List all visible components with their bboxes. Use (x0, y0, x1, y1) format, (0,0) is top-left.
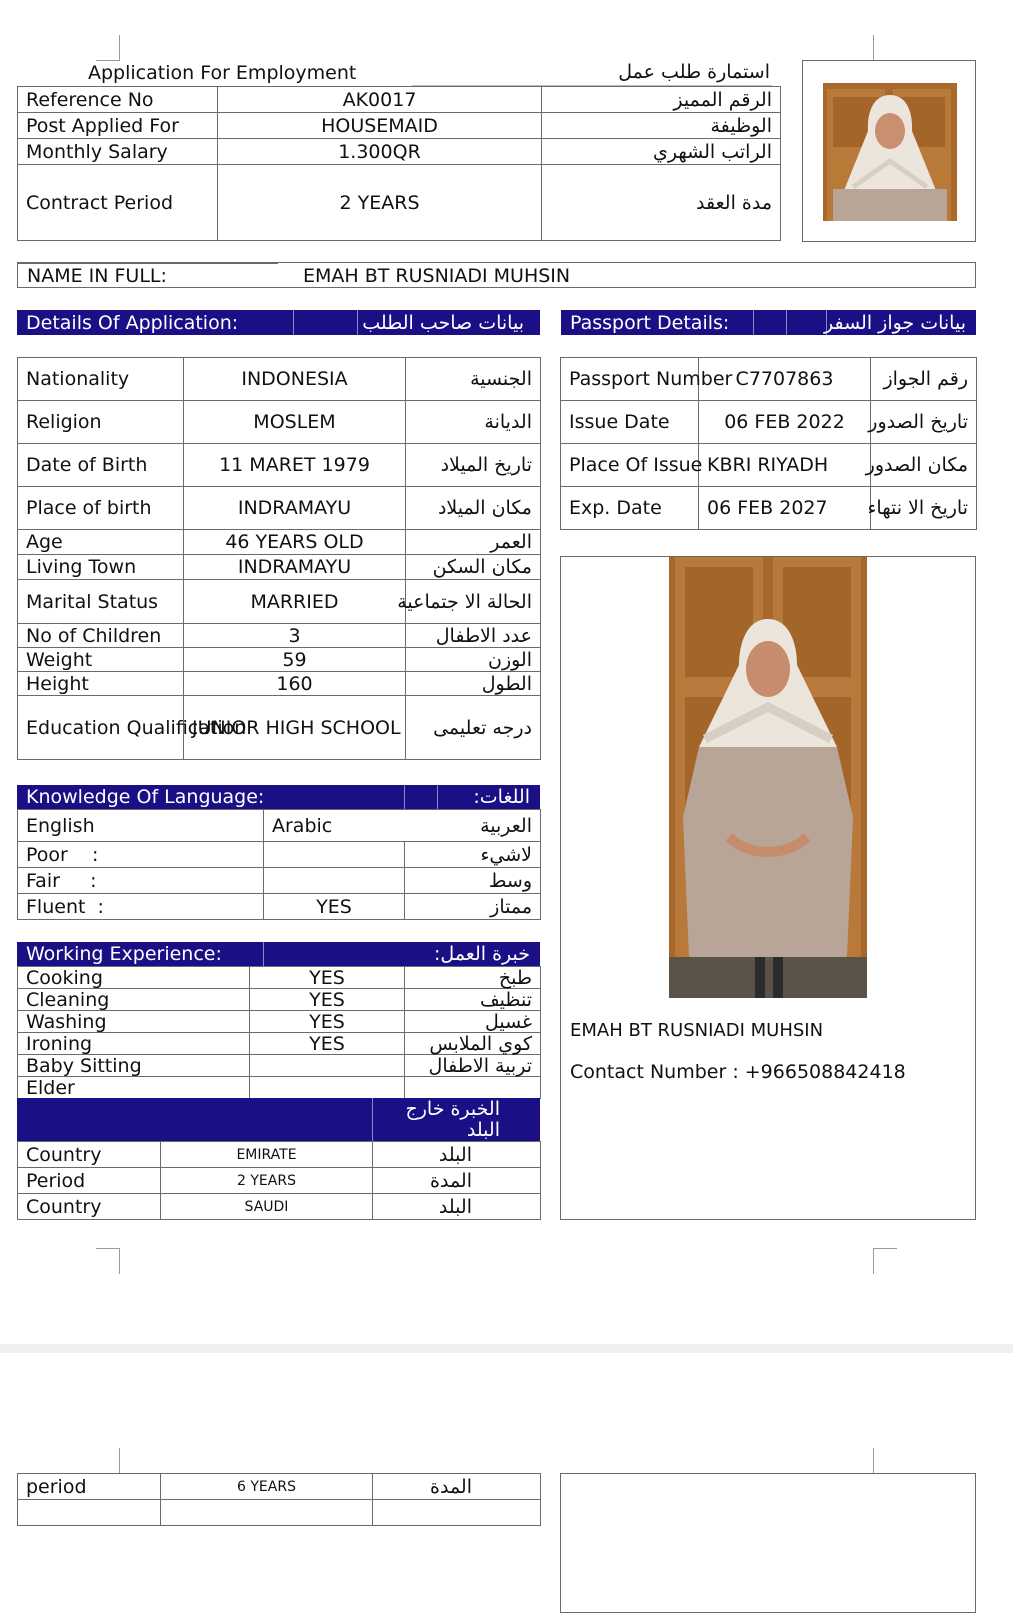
table-row (18, 555, 541, 580)
abroad-header-ar: الخبرة خارج البلد (405, 1097, 500, 1141)
crop-mark (96, 60, 120, 61)
details-table (17, 357, 541, 760)
cell-arabic: مكان السكن (406, 555, 541, 580)
cell-value: INDRAMAYU (184, 555, 406, 580)
cell-arabic: الراتب الشهري (542, 139, 781, 165)
cell-label: Date of Birth (18, 444, 184, 487)
cell-label: Ironing (18, 1033, 250, 1055)
cell-arabic: البلد (373, 1194, 541, 1220)
cell-label: Period (18, 1168, 161, 1194)
cell-label: Washing (18, 1011, 250, 1033)
table-row (18, 1055, 541, 1077)
table-row (561, 358, 977, 401)
table-row (561, 401, 977, 444)
cell-label: Elder (18, 1077, 250, 1099)
cell-label: Religion (18, 401, 184, 444)
details-header-en: Details Of Application: (26, 311, 239, 334)
cell-arabic (373, 1500, 541, 1526)
table-row (18, 580, 541, 624)
cell-value (161, 1500, 373, 1526)
cell-arabic: الطول (406, 672, 541, 696)
table-row (18, 1168, 541, 1194)
title-arabic: استمارة طلب عمل (618, 61, 770, 83)
cell-label (18, 1500, 161, 1526)
table-row (561, 487, 977, 530)
table-row (18, 1011, 541, 1033)
work-header-en: Working Experience: (26, 943, 222, 965)
table-row (18, 842, 541, 868)
cell-arabic: مدة العقد (542, 165, 781, 241)
cell-value: INDONESIA (184, 358, 406, 401)
cell-arabic (405, 1077, 541, 1099)
cell-value: 46 YEARS OLD (184, 530, 406, 555)
passport-table (560, 357, 977, 530)
cell-arabic: المدة (373, 1168, 541, 1194)
cell-label: Reference No (18, 87, 218, 113)
cell-label: Post Applied For (18, 113, 218, 139)
table-row (18, 530, 541, 555)
details-header (17, 310, 540, 335)
cell-arabic: الوزن (406, 648, 541, 672)
table-row (18, 87, 781, 113)
cell-label: Age (18, 530, 184, 555)
language-table (17, 809, 541, 920)
cell-label: Weight (18, 648, 184, 672)
cell-value: YES (250, 1033, 405, 1055)
cell-value: YES (250, 989, 405, 1011)
passport-header (561, 310, 976, 335)
cell-label: Monthly Salary (18, 139, 218, 165)
crop-mark (119, 1248, 120, 1274)
cell-label: Issue Date (561, 401, 699, 444)
cell-label: Height (18, 672, 184, 696)
table-row (18, 810, 541, 842)
applicant-photo-large (669, 557, 867, 998)
name-underline (18, 263, 278, 264)
cell-label: Nationality (18, 358, 184, 401)
table-row (18, 624, 541, 648)
cell-value: 06 FEB 2027 (699, 487, 871, 530)
cell-value: 2 YEARS (218, 165, 542, 241)
table-row (18, 1474, 541, 1500)
title-english: Application For Employment (88, 62, 357, 84)
table-row (18, 487, 541, 530)
language-header-ar: اللغات: (473, 786, 530, 808)
cell-value: AK0017 (218, 87, 542, 113)
table-row (18, 868, 541, 894)
applicant-photo-small (823, 83, 957, 221)
cell-arabic: الجنسية (406, 358, 541, 401)
crop-mark (96, 1248, 120, 1249)
photo-frame-page2 (560, 1473, 976, 1613)
work-table (17, 966, 541, 1099)
cell-value: 6 YEARS (161, 1474, 373, 1500)
crop-mark (873, 1448, 874, 1473)
cell-arabic: الحالة الا جتماعية (406, 580, 541, 624)
cell-value: 06 FEB 2022 (699, 401, 871, 444)
page-break (0, 1344, 1013, 1353)
table-row (18, 894, 541, 920)
cell-value (250, 1055, 405, 1077)
cell-arabic: تاريخ الا نتهاء (871, 487, 977, 530)
crop-mark (873, 1248, 897, 1249)
header-divider (372, 1098, 373, 1141)
language-col-mid: Arabic (264, 810, 405, 842)
cell-arabic: تنظيف (405, 989, 541, 1011)
table-row (18, 358, 541, 401)
table-row (18, 648, 541, 672)
cell-arabic: المدة (373, 1474, 541, 1500)
work-header (17, 942, 540, 966)
cell-arabic: البلد (373, 1142, 541, 1168)
abroad-table (17, 1141, 541, 1220)
cell-arabic: الوظيفة (542, 113, 781, 139)
header-divider (753, 310, 754, 335)
cell-label: Country (18, 1142, 161, 1168)
work-header-ar: خبرة العمل: (434, 943, 530, 965)
cell-label: Place of birth (18, 487, 184, 530)
table-row (18, 672, 541, 696)
cell-arabic: رقم الجواز (871, 358, 977, 401)
table-row (18, 696, 541, 760)
table-row (18, 139, 781, 165)
cell-label: Place Of Issue (561, 444, 699, 487)
header-divider (786, 310, 787, 335)
table-row (18, 113, 781, 139)
cell-arabic: الرقم المميز (542, 87, 781, 113)
header-divider (263, 942, 264, 966)
cell-value: 59 (184, 648, 406, 672)
cell-value: 11 MARET 1979 (184, 444, 406, 487)
header-divider (404, 785, 405, 809)
cell-arabic: ممتاز (405, 894, 541, 920)
top-info-table (17, 86, 781, 241)
crop-mark (873, 1248, 874, 1274)
cell-arabic: مكان الميلاد (406, 487, 541, 530)
cell-arabic: تاريخ الميلاد (406, 444, 541, 487)
cell-arabic: العمر (406, 530, 541, 555)
passport-header-en: Passport Details: (570, 311, 730, 334)
table-row (18, 1142, 541, 1168)
language-header (17, 785, 540, 809)
cell-label: Baby Sitting (18, 1055, 250, 1077)
cell-value (250, 1077, 405, 1099)
cell-arabic: طبخ (405, 967, 541, 989)
cell-arabic: درجه تعليمى (406, 696, 541, 760)
cell-value: YES (264, 894, 405, 920)
header-divider (357, 310, 358, 335)
cell-label: No of Children (18, 624, 184, 648)
table-row (18, 1194, 541, 1220)
crop-mark (119, 35, 120, 60)
cell-arabic: تربية الاطفال (405, 1055, 541, 1077)
language-col-en: English (18, 810, 264, 842)
cell-label: period (18, 1474, 161, 1500)
cell-value (264, 842, 405, 868)
cell-value: 160 (184, 672, 406, 696)
cell-label: Living Town (18, 555, 184, 580)
table-row (18, 989, 541, 1011)
photo-frame-large (560, 556, 976, 1220)
cell-arabic: كوي الملابس (405, 1033, 541, 1055)
table-row (18, 444, 541, 487)
cell-value: 2 YEARS (161, 1168, 373, 1194)
table-row (18, 1500, 541, 1526)
cell-value: JUNIOR HIGH SCHOOL (184, 696, 406, 760)
cell-value: 3 (184, 624, 406, 648)
cell-value: MOSLEM (184, 401, 406, 444)
cell-arabic: مكان الصدور (871, 444, 977, 487)
cell-label: Exp. Date (561, 487, 699, 530)
language-col-ar: العربية (405, 810, 541, 842)
cell-label: Contract Period (18, 165, 218, 241)
table-row (561, 444, 977, 487)
table-row (18, 1077, 541, 1099)
details-header-ar: بيانات صاحب الطلب (362, 311, 524, 334)
cell-arabic: وسط (405, 868, 541, 894)
cell-value (264, 868, 405, 894)
header-divider (437, 785, 438, 809)
contact-number: Contact Number : +966508842418 (570, 1061, 906, 1083)
table-row (18, 1033, 541, 1055)
crop-mark (119, 1448, 120, 1473)
passport-header-ar: بيانات جواز السفر (824, 311, 966, 334)
cell-arabic: عدد الاطفال (406, 624, 541, 648)
table-row (18, 401, 541, 444)
cell-arabic: الديانة (406, 401, 541, 444)
cell-label: Country (18, 1194, 161, 1220)
cell-label: Passport Number (561, 358, 699, 401)
cell-label: Poor : (18, 842, 264, 868)
header-divider (293, 310, 294, 335)
cell-arabic: لاشيء (405, 842, 541, 868)
cell-value: SAUDI (161, 1194, 373, 1220)
cell-value: 1.300QR (218, 139, 542, 165)
abroad-header (17, 1098, 540, 1141)
table-row (18, 165, 781, 241)
cell-label: Marital Status (18, 580, 184, 624)
table-row (18, 967, 541, 989)
cell-value: EMIRATE (161, 1142, 373, 1168)
cell-label: Cleaning (18, 989, 250, 1011)
photo-caption-name: EMAH BT RUSNIADI MUHSIN (570, 1020, 824, 1041)
cell-value: YES (250, 1011, 405, 1033)
cell-arabic: غسيل (405, 1011, 541, 1033)
cell-value: C7707863 (699, 358, 871, 401)
cell-label: Fluent : (18, 894, 264, 920)
cell-value: MARRIED (184, 580, 406, 624)
name-label: NAME IN FULL: (27, 265, 167, 287)
language-header-en: Knowledge Of Language: (26, 786, 265, 808)
cell-value: KBRI RIYADH (699, 444, 871, 487)
cell-label: Cooking (18, 967, 250, 989)
cell-arabic: تاريخ الصدور (871, 401, 977, 444)
cell-label: Fair : (18, 868, 264, 894)
name-value: EMAH BT RUSNIADI MUHSIN (303, 265, 571, 287)
page2-table (17, 1473, 541, 1526)
crop-mark (873, 35, 874, 60)
cell-value: INDRAMAYU (184, 487, 406, 530)
cell-value: YES (250, 967, 405, 989)
cell-value: HOUSEMAID (218, 113, 542, 139)
name-row (17, 262, 976, 288)
photo-frame-small (802, 60, 976, 242)
cell-label: Education Qualification (18, 696, 184, 760)
